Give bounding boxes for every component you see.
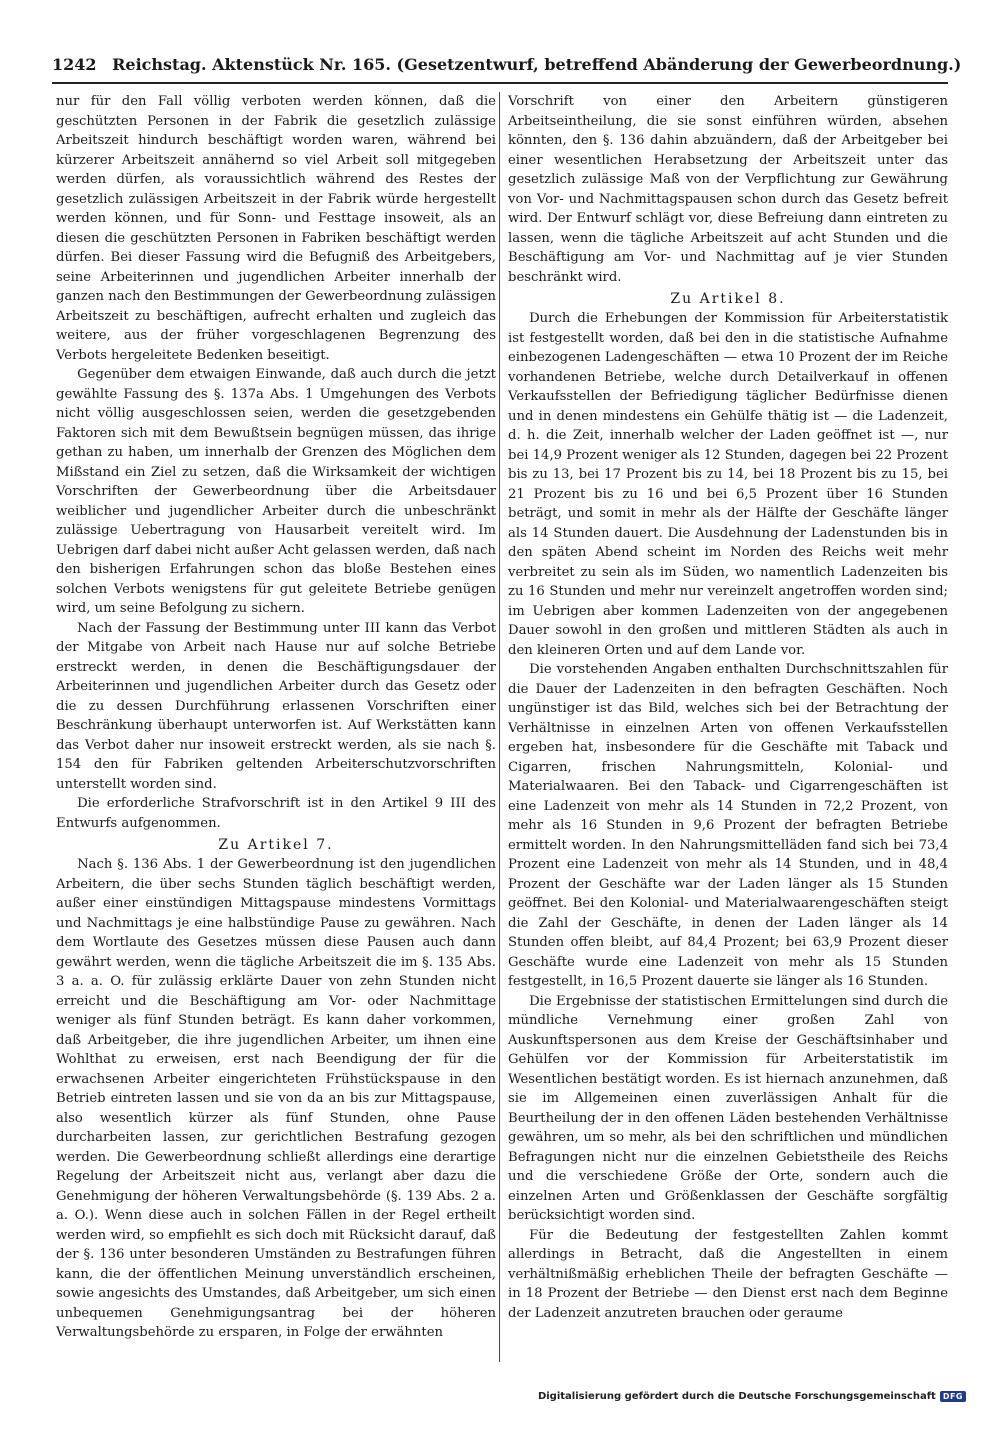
paragraph: Nach der Fassung der Bestimmung unter III kann das Verbot der Mitgabe von Arbeit nach Hause nur auf solche Betriebe erstreckt werden, in denen die Beschäftigungsdauer der Arbeiterinnen und jugendlichen Arbeiter durch das Gesetz oder die zu dessen Durchführung erlassenen Vorschriften einer Beschränkung überhaupt unterworfen ist. Auf Werkstätten kann das Verbot daher nur insoweit erstreckt werden, als sie nach §. 154 den für Fabriken geltenden Arbeiterschutzvorschriften unterstellt worden sind. [56, 620, 496, 792]
page-header [52, 55, 962, 74]
paragraph: nur für den Fall völlig verboten werden können, daß die geschützten Personen in der Fabrik die gesetzlich zulässige Arbeitszeit hindurch beschäftigt worden waren, während bei kürzerer Arbeitszeit annähernd so viel Arbeit soll mitgegeben werden dürfen, als voraussichtlich während des Restes der gesetzlich zulässigen Arbeitszeit in der Fabrik würde hergestellt werden können, und für Sonn- und Festtage insoweit, als an diesen die geschützten Personen in Fabriken beschäftigt werden dürfen. Bei dieser Fassung wird die Befugniß des Arbeitgebers, seine Arbeiterinnen und jugendlichen Arbeiter innerhalb der ganzen nach den Bestimmungen der Gewerbeordnung zulässigen Arbeitszeit zu beschäftigen, aufrecht erhalten und zugleich das weitere, aus der früher vorgeschlagenen Begrenzung des Verbots hergeleitete Bedenken beseitigt. [56, 94, 496, 363]
paragraph: Die vorstehenden Angaben enthalten Durchschnittszahlen für die Dauer der Ladenzeiten in den befragten Geschäften. Noch ungünstiger ist das Bild, welches sich bei der Betrachtung der Verhältnisse in einzelnen Arten von offenen Verkaufsstellen ergeben hat, insbesondere für die Geschäfte mit Taback und Cigarren, frischen Nahrungsmitteln, Kolonial- und Materialwaaren. Bei den Taback- und Cigarrengeschäften ist eine Ladenzeit von mehr als 14 Stunden in 72,2 Prozent, von mehr als 16 Stunden in 9,6 Prozent der befragten Betriebe ermittelt worden. In den Nahrungsmittelläden fand sich bei 73,4 Prozent eine Ladenzeit von mehr als 14 Stunden, und in 48,4 Prozent der Geschäfte war der Laden länger als 15 Stunden geöffnet. Bei den Kolonial- und Materialwaarengeschäften steigt die Zahl der Geschäfte, in denen der Laden länger als 14 Stunden offen bleibt, auf 84,4 Prozent; bei 63,9 Prozent dieser Geschäfte wurde eine Ladenzeit von mehr als 15 Stunden festgestellt, in 16,5 Prozent dauerte sie länger als 16 Stunden. [508, 662, 948, 989]
section-heading-artikel-8: Zu Artikel 8. [670, 291, 786, 307]
paragraph: Gegenüber dem etwaigen Einwande, daß auch durch die jetzt gewählte Fassung des §. 137a Abs. 1 Umgehungen des Verbots nicht völlig ausgeschlossen seien, werden die gesetzgebenden Faktoren sich mit dem Bewußtsein begnügen müssen, das ihrige gethan zu haben, um innerhalb der Grenzen des Möglichen dem Mißstand ein Ziel zu setzen, daß die Wirksamkeit der wichtigen Vorschriften der Gewerbeordnung über die Arbeitsdauer weiblicher und jugendlicher Arbeiter durch die unbeschränkt zulässige Uebertragung von Hausarbeit vereitelt wird. Im Uebrigen darf dabei nicht außer Acht gelassen werden, daß nach den bisherigen Erfahrungen schon das bloße Bestehen eines solchen Verbots wenigstens für gut geleitete Betriebe genügen wird, um seine Befolgung zu sichern. [56, 367, 496, 616]
dfg-logo: DFG [940, 1391, 966, 1402]
paragraph: Die erforderliche Strafvorschrift ist in den Artikel 9 III des Entwurfs aufgenommen. [56, 796, 496, 831]
paragraph: Für die Bedeutung der festgestellten Zahlen kommt allerdings in Betracht, daß die Angestellten in einem verhältnißmäßig erheblichen Theile der befragten Geschäfte — in 18 Prozent der Betriebe — den Dienst erst nach dem Beginne der Ladenzeit anzutreten brauchen oder geraume [508, 1227, 948, 1321]
header-rule [52, 82, 948, 84]
page-title: Reichstag. Aktenstück Nr. 165. (Gesetzentwurf, betreffend Abänderung der Gewerbeordnung.) [112, 55, 962, 74]
paragraph: Nach §. 136 Abs. 1 der Gewerbeordnung ist den jugendlichen Arbeitern, die über sechs Stunden täglich beschäftigt werden, außer einer einstündigen Mittagspause mindestens Vormittags und Nachmittags je eine halbstündige Pause zu gewähren. Nach dem Wortlaute des Gesetzes müssen diese Pausen auch dann gewährt werden, wenn die tägliche Arbeitszeit die im §. 135 Abs. 3 a. a. O. für zulässig erklärte Dauer von zehn Stunden nicht erreicht und die Beschäftigung am Vor- oder Nachmittage weniger als fünf Stunden beträgt. Es kann daher vorkommen, daß Arbeitgeber, die ihre jugendlichen Arbeiter, um ihnen eine Wohlthat zu erweisen, erst nach Beendigung der für die erwachsenen Arbeiter eingerichteten Frühstückspause in den Betrieb eintreten lassen und sie von da an bis zur Mittagspause, also wesentlich kürzer als fünf Stunden, ohne Pause durcharbeiten lassen, zur gerichtlichen Bestrafung gezogen werden. Die Gewerbeordnung schließt allerdings eine derartige Regelung der Arbeitszeit nicht aus, verlangt aber dazu die Genehmigung der höheren Verwaltungsbehörde (§. 139 Abs. 2 a. a. O.). Wenn diese auch in solchen Fällen in der Regel ertheilt werden wird, so empfiehlt es sich doch mit Rücksicht darauf, daß der §. 136 unter besonderen Umständen zu Bestrafungen führen kann, die der öffentlichen Meinung unverständlich erscheinen, sowie angesichts des Umstandes, daß Arbeitgeber, um sich einen unbequemen Genehmigungsantrag bei der höheren Verwaltungsbehörde zu ersparen, in Folge der erwähnten [56, 857, 496, 1340]
footer-text: Digitalisierung gefördert durch die Deutsche Forschungsgemeinschaft [537, 1391, 936, 1402]
left-column [56, 92, 496, 1343]
paragraph: Die Ergebnisse der statistischen Ermittelungen sind durch die mündliche Vernehmung einer großen Zahl von Auskunftspersonen aus dem Kreise der Geschäftsinhaber und Gehülfen vor der Kommission für Arbeiterstatistik im Wesentlichen bestätigt worden. Es ist hiernach anzunehmen, daß sie im Allgemeinen einen zuverlässigen Anhalt für die Beurtheilung der in den offenen Läden bestehenden Verhältnisse gewähren, um so mehr, als bei den schriftlichen und mündlichen Befragungen nicht nur die einzelnen Gebietstheile des Reichs und die verschiedene Größe der Orte, sondern auch die einzelnen Arten und Größenklassen der Geschäfte sorgfältig berücksichtigt worden sind. [508, 993, 948, 1223]
right-column [508, 92, 948, 1323]
page-number: 1242 [52, 55, 97, 74]
column-divider [499, 92, 500, 1362]
footer-credit [538, 1391, 966, 1402]
paragraph: Vorschrift von einer den Arbeitern günstigeren Arbeitseintheilung, die sie sonst einführen würden, absehen könnten, den §. 136 dahin abzuändern, daß der Arbeitgeber bei einer wesentlichen Herabsetzung der Arbeitszeit unter das gesetzlich zulässige Maß von der Verpflichtung zur Gewährung von Vor- und Nachmittagspausen schon durch das Gesetz befreit wird. Der Entwurf schlägt vor, diese Befreiung dann eintreten zu lassen, wenn die tägliche Arbeitszeit auf acht Stunden und die Beschäftigung am Vor- und Nachmittag auf je vier Stunden beschränkt wird. [508, 94, 948, 285]
paragraph: Durch die Erhebungen der Kommission für Arbeiterstatistik ist festgestellt worden, daß bei den in die statistische Aufnahme einbezogenen Ladengeschäften — etwa 10 Prozent der im Reiche vorhandenen Betriebe, welche durch Detailverkauf in offenen Verkaufsstellen der Befriedigung täglicher Bedürfnisse dienen und in denen mindestens ein Gehülfe thätig ist — die Ladenzeit, d. h. die Zeit, innerhalb welcher der Laden geöffnet ist —, nur bei 14,9 Prozent weniger als 12 Stunden, dagegen bei 22 Prozent bis zu 13, bei 17 Prozent bis zu 14, bei 18 Prozent bis zu 15, bei 21 Prozent bis zu 16 und bei 6,5 Prozent über 16 Stunden beträgt, und somit in mehr als der Hälfte der Geschäfte länger als 14 Stunden dauert. Die Ausdehnung der Ladenstunden bis in den späten Abend scheint im Norden des Reichs weit mehr verbreitet zu sein als im Süden, wo namentlich Ladenzeiten bis zu 16 Stunden und mehr nur vereinzelt angetroffen worden sind; im Uebrigen aber kommen Ladenzeiten von der angegebenen Dauer sowohl in den großen und mittleren Städten als auch in den kleineren Orten und auf dem Lande vor. [508, 311, 948, 658]
section-heading-artikel-7: Zu Artikel 7. [218, 837, 334, 853]
